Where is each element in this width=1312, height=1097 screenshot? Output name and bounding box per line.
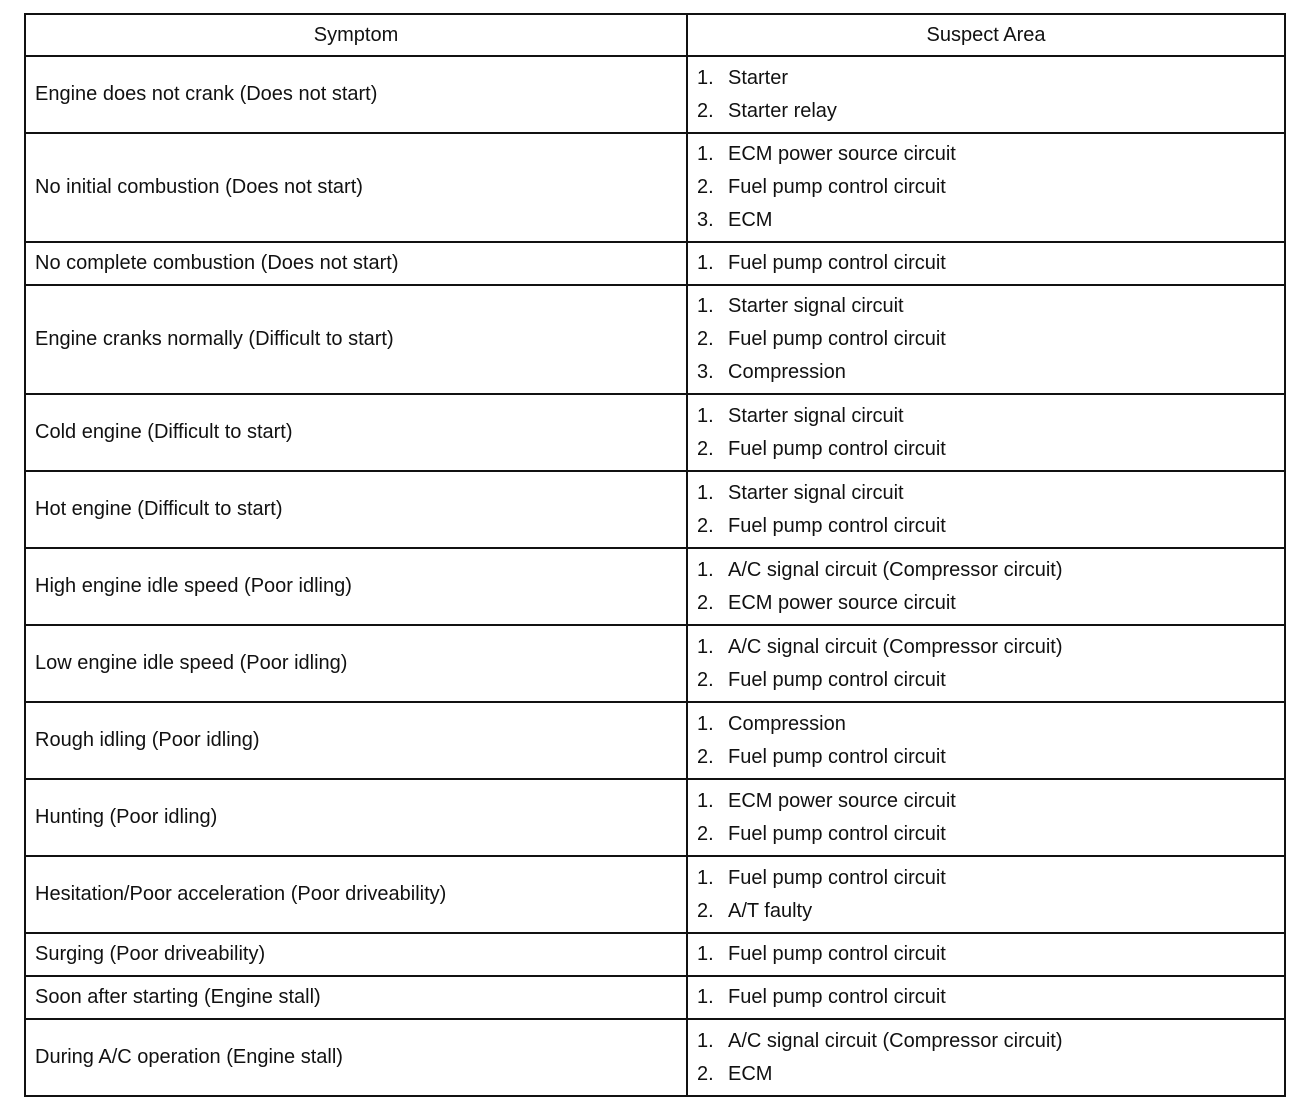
suspect-item-number: 1.	[697, 481, 714, 504]
suspect-item-number: 1.	[697, 1029, 714, 1052]
suspect-item-text: Fuel pump control circuit	[728, 252, 946, 274]
suspect-item-text: Starter signal circuit	[728, 481, 904, 504]
suspect-area-cell	[687, 625, 1285, 702]
symptom-cell: Hesitation/Poor acceleration (Poor driveability)	[25, 856, 687, 933]
suspect-item-text: Fuel pump control circuit	[728, 437, 946, 460]
symptom-cell: Hot engine (Difficult to start)	[25, 471, 687, 548]
table-row	[25, 933, 1285, 976]
suspect-item	[697, 1025, 1284, 1058]
suspect-item-text: Starter relay	[728, 99, 837, 122]
symptom-cell: Hunting (Poor idling)	[25, 779, 687, 856]
suspect-item	[697, 818, 1284, 851]
suspect-item-number: 1.	[697, 558, 714, 581]
suspect-area-cell	[687, 56, 1285, 133]
symptom-cell: Rough idling (Poor idling)	[25, 702, 687, 779]
table-row	[25, 702, 1285, 779]
suspect-item-text: A/T faulty	[728, 899, 813, 922]
suspect-item-text: Fuel pump control circuit	[728, 668, 946, 691]
suspect-item-number: 1.	[697, 635, 714, 658]
suspect-item	[697, 938, 1284, 971]
suspect-item-text: Fuel pump control circuit	[728, 943, 946, 965]
suspect-item-text: Compression	[728, 361, 846, 383]
suspect-item	[697, 510, 1284, 543]
suspect-item	[697, 554, 1284, 587]
suspect-item	[697, 741, 1284, 774]
suspect-item-text: ECM power source circuit	[728, 789, 956, 812]
suspect-item-text: Fuel pump control circuit	[728, 745, 946, 768]
suspect-item-text: ECM	[728, 1062, 773, 1085]
suspect-item-number: 2.	[697, 822, 714, 845]
suspect-item	[697, 708, 1284, 741]
suspect-item-number: 1.	[697, 789, 714, 812]
table-row	[25, 856, 1285, 933]
suspect-item	[697, 785, 1284, 818]
table-row	[25, 976, 1285, 1019]
table-row	[25, 1019, 1285, 1096]
table-body	[25, 56, 1285, 1096]
suspect-item	[697, 323, 1284, 356]
suspect-item-number: 2.	[697, 899, 714, 922]
suspect-area-cell	[687, 133, 1285, 242]
suspect-item-number: 1.	[697, 252, 714, 274]
symptom-cell: No complete combustion (Does not start)	[25, 242, 687, 285]
suspect-item	[697, 862, 1284, 895]
suspect-item-number: 1.	[697, 866, 714, 889]
suspect-item	[697, 587, 1284, 620]
suspect-item	[697, 95, 1284, 128]
table-row	[25, 471, 1285, 548]
suspect-item	[697, 62, 1284, 95]
table-row	[25, 133, 1285, 242]
suspect-item	[697, 895, 1284, 928]
suspect-area-cell	[687, 548, 1285, 625]
suspect-item-text: Starter	[728, 66, 789, 89]
symptom-cell: During A/C operation (Engine stall)	[25, 1019, 687, 1096]
suspect-item-number: 2.	[697, 1062, 714, 1085]
suspect-item-text: Fuel pump control circuit	[728, 822, 946, 845]
suspect-item-number: 1.	[697, 943, 714, 965]
suspect-item-text: A/C signal circuit (Compressor circuit)	[728, 1029, 1063, 1052]
suspect-area-cell	[687, 779, 1285, 856]
suspect-area-cell	[687, 394, 1285, 471]
suspect-item	[697, 981, 1284, 1014]
table-row	[25, 285, 1285, 394]
table-header-row	[25, 14, 1285, 56]
suspect-item-number: 2.	[697, 328, 714, 350]
suspect-item-number: 3.	[697, 361, 714, 383]
suspect-item	[697, 400, 1284, 433]
symptom-cell: Engine cranks normally (Difficult to start)	[25, 285, 687, 394]
suspect-item-text: Starter signal circuit	[728, 295, 904, 317]
suspect-area-cell	[687, 856, 1285, 933]
suspect-item	[697, 433, 1284, 466]
symptom-cell: No initial combustion (Does not start)	[25, 133, 687, 242]
suspect-item-text: ECM power source circuit	[728, 591, 956, 614]
suspect-area-cell	[687, 702, 1285, 779]
suspect-item	[697, 477, 1284, 510]
suspect-item-number: 2.	[697, 514, 714, 537]
suspect-item-text: Fuel pump control circuit	[728, 176, 946, 198]
suspect-item-text: Fuel pump control circuit	[728, 986, 946, 1008]
suspect-item-text: Fuel pump control circuit	[728, 328, 946, 350]
suspect-item-text: Fuel pump control circuit	[728, 514, 946, 537]
suspect-area-cell	[687, 242, 1285, 285]
suspect-area-column-header: Suspect Area	[687, 14, 1285, 56]
suspect-item-number: 1.	[697, 986, 714, 1008]
symptom-cell: Cold engine (Difficult to start)	[25, 394, 687, 471]
suspect-item-number: 1.	[697, 295, 714, 317]
suspect-item-number: 2.	[697, 99, 714, 122]
suspect-item	[697, 356, 1284, 389]
suspect-item-number: 3.	[697, 209, 714, 231]
symptom-cell: Engine does not crank (Does not start)	[25, 56, 687, 133]
suspect-item	[697, 171, 1284, 204]
table-row	[25, 779, 1285, 856]
suspect-area-cell	[687, 1019, 1285, 1096]
suspect-item	[697, 138, 1284, 171]
table-row	[25, 56, 1285, 133]
suspect-item-number: 1.	[697, 143, 714, 165]
suspect-item-number: 2.	[697, 437, 714, 460]
suspect-item	[697, 247, 1284, 280]
suspect-area-cell	[687, 285, 1285, 394]
suspect-item-text: Starter signal circuit	[728, 404, 904, 427]
suspect-item	[697, 204, 1284, 237]
suspect-item	[697, 290, 1284, 323]
table-row	[25, 242, 1285, 285]
suspect-item-number: 1.	[697, 404, 714, 427]
table-row	[25, 625, 1285, 702]
suspect-item-number: 1.	[697, 66, 714, 89]
suspect-item-text: ECM	[728, 209, 773, 231]
suspect-area-cell	[687, 976, 1285, 1019]
symptom-cell: Low engine idle speed (Poor idling)	[25, 625, 687, 702]
suspect-area-cell	[687, 471, 1285, 548]
suspect-item-number: 1.	[697, 712, 714, 735]
suspect-item	[697, 664, 1284, 697]
suspect-item-number: 2.	[697, 591, 714, 614]
suspect-item-text: ECM power source circuit	[728, 143, 956, 165]
suspect-item-number: 2.	[697, 176, 714, 198]
suspect-item-text: Compression	[728, 712, 846, 735]
suspect-item	[697, 631, 1284, 664]
symptom-cell: Surging (Poor driveability)	[25, 933, 687, 976]
suspect-item	[697, 1058, 1284, 1091]
suspect-item-number: 2.	[697, 668, 714, 691]
symptom-column-header: Symptom	[25, 14, 687, 56]
table-row	[25, 548, 1285, 625]
symptom-table	[24, 13, 1286, 1097]
suspect-item-text: A/C signal circuit (Compressor circuit)	[728, 635, 1063, 658]
symptom-cell: High engine idle speed (Poor idling)	[25, 548, 687, 625]
table-row	[25, 394, 1285, 471]
suspect-item-text: Fuel pump control circuit	[728, 866, 946, 889]
suspect-item-number: 2.	[697, 745, 714, 768]
suspect-area-cell	[687, 933, 1285, 976]
suspect-item-text: A/C signal circuit (Compressor circuit)	[728, 558, 1063, 581]
symptom-cell: Soon after starting (Engine stall)	[25, 976, 687, 1019]
